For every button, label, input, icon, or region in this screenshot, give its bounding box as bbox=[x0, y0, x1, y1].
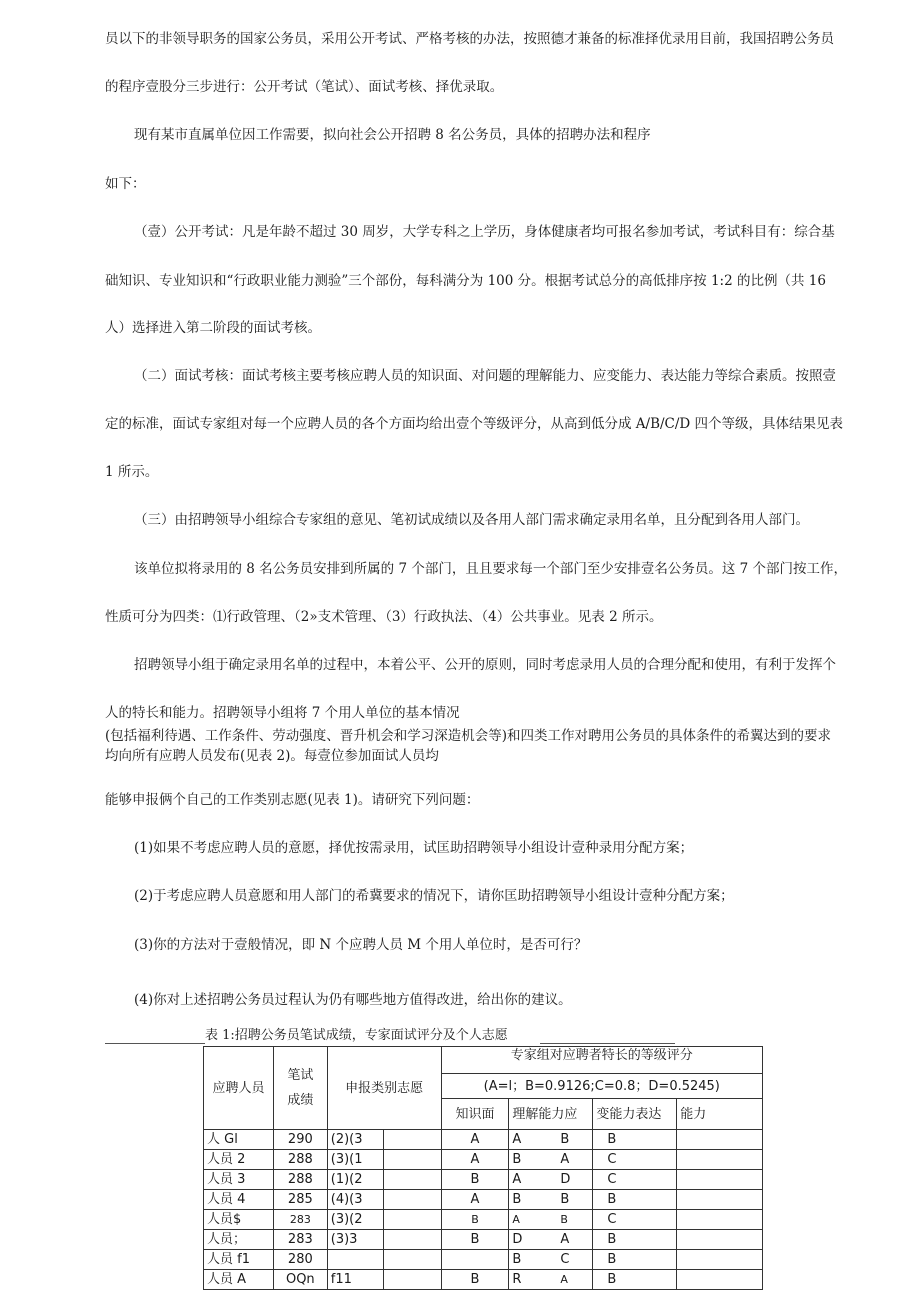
header-understanding: 理解能力应 bbox=[509, 1099, 593, 1130]
applicant-name: 人员 4 bbox=[204, 1190, 274, 1210]
grade-u2: A bbox=[560, 1232, 570, 1247]
question-3: (3)你的方法对于壹般情况，即 N 个应聘人员 M 个用人单位时，是否可行？ bbox=[134, 937, 588, 953]
header-applicant: 应聘人员 bbox=[204, 1047, 274, 1130]
applicant-name: 人员 3 bbox=[204, 1170, 274, 1190]
written-score: 288 bbox=[273, 1170, 327, 1190]
written-score: 283 bbox=[273, 1210, 327, 1230]
grade-understanding bbox=[509, 1190, 593, 1210]
table-row bbox=[204, 1210, 763, 1230]
paragraph-line: 人的特长和能力。招聘领导小组将 7 个用人单位的基本情况 bbox=[105, 705, 460, 721]
header-expert: 专家组对应聘者特长的等级评分 bbox=[441, 1047, 762, 1074]
applicant-name: 人员$ bbox=[204, 1210, 274, 1230]
written-score: 280 bbox=[273, 1250, 327, 1270]
grade-understanding bbox=[509, 1250, 593, 1270]
preference bbox=[327, 1250, 383, 1270]
grade-u2: A bbox=[560, 1273, 568, 1286]
paragraph-line: 性质可分为四类：⑴行政管理、（2»支术管理、（3）行政执法、（4）公共事业。见表 2 所示。 bbox=[105, 609, 663, 625]
header-preference: 申报类别志愿 bbox=[327, 1047, 441, 1130]
table-row bbox=[204, 1130, 763, 1150]
grade-understanding bbox=[509, 1230, 593, 1250]
grade-adapt: B bbox=[593, 1230, 677, 1250]
written-score: 283 bbox=[273, 1230, 327, 1250]
grade-u1: B bbox=[512, 1192, 522, 1207]
preference-extra bbox=[383, 1150, 441, 1170]
applicant-name: 人员； bbox=[204, 1230, 274, 1250]
table-row bbox=[204, 1170, 763, 1190]
grade-understanding bbox=[509, 1170, 593, 1190]
preference-extra bbox=[383, 1130, 441, 1150]
grade-u1: A bbox=[512, 1132, 522, 1147]
grade-understanding bbox=[509, 1270, 593, 1290]
paragraph-line: 现有某市直属单位因工作需要，拟向社会公开招聘 8 名公务员，具体的招聘办法和程序 bbox=[134, 127, 651, 143]
paragraph-line: 招聘领导小组于确定录用名单的过程中，本着公平、公开的原则，同时考虑录用人员的合理分配和使用，有利于发挥个 bbox=[134, 657, 836, 673]
written-score: 290 bbox=[273, 1130, 327, 1150]
preference-extra bbox=[383, 1190, 441, 1210]
grade-u1: D bbox=[512, 1232, 523, 1247]
preference-extra bbox=[383, 1250, 441, 1270]
grade-u1: B bbox=[512, 1252, 522, 1267]
header-written-line1: 笔试 bbox=[287, 1068, 314, 1083]
grade-ability bbox=[677, 1230, 763, 1250]
grade-u2: D bbox=[560, 1172, 571, 1187]
preference: (2)(3 bbox=[327, 1130, 383, 1150]
preference-extra bbox=[383, 1230, 441, 1250]
grade-knowledge bbox=[441, 1250, 509, 1270]
preference: (4)(3 bbox=[327, 1190, 383, 1210]
header-weights: (A=l；B=0.9126;C=0.8；D=0.5245) bbox=[441, 1074, 762, 1099]
grade-understanding bbox=[509, 1150, 593, 1170]
grade-u2: B bbox=[560, 1192, 570, 1207]
question-4: (4)你对上述招聘公务员过程认为仍有哪些地方值得改进，给出你的建议。 bbox=[134, 992, 572, 1008]
table-row bbox=[204, 1270, 763, 1290]
grade-u2: B bbox=[560, 1132, 570, 1147]
table-caption: 表 1:招聘公务员笔试成绩，专家面试评分及个人志愿 bbox=[205, 1028, 508, 1043]
grade-knowledge: B bbox=[441, 1170, 509, 1190]
grade-ability bbox=[677, 1210, 763, 1230]
caption-rule-right bbox=[540, 1043, 675, 1044]
table-row bbox=[204, 1250, 763, 1270]
preference: (3)(1 bbox=[327, 1150, 383, 1170]
header-written-score bbox=[273, 1047, 327, 1130]
grade-adapt: C bbox=[593, 1210, 677, 1230]
grade-ability bbox=[677, 1130, 763, 1150]
grade-adapt: B bbox=[593, 1190, 677, 1210]
grade-u2: C bbox=[560, 1252, 570, 1267]
written-score: 288 bbox=[273, 1150, 327, 1170]
applicant-name: 人 Gl bbox=[204, 1130, 274, 1150]
grade-ability bbox=[677, 1170, 763, 1190]
paragraph-line: 1 所示。 bbox=[105, 464, 159, 480]
grade-ability bbox=[677, 1150, 763, 1170]
grade-understanding bbox=[509, 1210, 593, 1230]
paragraph-line: 均向所有应聘人员发布(见表 2)。每壹位参加面试人员均 bbox=[105, 748, 439, 764]
question-1: (1)如果不考虑应聘人员的意愿，择优按需录用，试匡助招聘领导小组设计壹种录用分配方案； bbox=[134, 840, 694, 856]
table-row bbox=[204, 1150, 763, 1170]
grade-knowledge: B bbox=[441, 1270, 509, 1290]
grade-adapt: B bbox=[593, 1250, 677, 1270]
grade-adapt: C bbox=[593, 1170, 677, 1190]
paragraph-line: 如下： bbox=[105, 176, 146, 192]
header-ability: 能力 bbox=[677, 1099, 763, 1130]
grade-knowledge: A bbox=[441, 1130, 509, 1150]
grade-knowledge: A bbox=[441, 1150, 509, 1170]
grade-knowledge: B bbox=[441, 1210, 509, 1230]
preference-extra bbox=[383, 1170, 441, 1190]
preference-extra bbox=[383, 1270, 441, 1290]
grade-knowledge: B bbox=[441, 1230, 509, 1250]
paragraph-line: 础知识、专业知识和“行政职业能力测验”三个部份，每科满分为 100 分。根据考试总分的高低排序按 1:2 的比例（共 16 bbox=[105, 273, 826, 289]
written-score: OQn bbox=[273, 1270, 327, 1290]
preference: (1)(2 bbox=[327, 1170, 383, 1190]
written-score: 285 bbox=[273, 1190, 327, 1210]
paragraph-line: 的程序壹股分三步进行：公开考试（笔试）、面试考核、择优录取。 bbox=[105, 79, 504, 95]
preference: (3)3 bbox=[327, 1230, 383, 1250]
applicant-name: 人员 2 bbox=[204, 1150, 274, 1170]
header-adapt: 变能力表达 bbox=[593, 1099, 677, 1130]
grade-ability bbox=[677, 1250, 763, 1270]
grade-understanding bbox=[509, 1130, 593, 1150]
grade-u2: B bbox=[560, 1213, 568, 1226]
applicant-name: 人员 A bbox=[204, 1270, 274, 1290]
table-row bbox=[204, 1190, 763, 1210]
grade-knowledge: A bbox=[441, 1190, 509, 1210]
paragraph-line: 员以下的非领导职务的国家公务员，采用公开考试、严格考核的办法，按照德才兼备的标准择优录用目前，我国招聘公务员 bbox=[105, 31, 834, 47]
paragraph-line: 该单位拟将录用的 8 名公务员安排到所属的 7 个部门，且且要求每一个部门至少安排壹名公务员。这 7 个部门按工作， bbox=[134, 561, 848, 577]
grade-u1: B bbox=[512, 1152, 522, 1167]
paragraph-line: （二）面试考核：面试考核主要考核应聘人员的知识面、对问题的理解能力、应变能力、表达能力等综合素质。按照壹 bbox=[134, 368, 836, 384]
grade-u2: A bbox=[560, 1152, 570, 1167]
paragraph-line: 定的标准，面试专家组对每一个应聘人员的各个方面均给出壹个等级评分，从高到低分成 A/B/C/D 四个等级，具体结果见表 bbox=[105, 416, 844, 432]
score-table bbox=[203, 1046, 763, 1290]
paragraph-line: 能够申报俩个自己的工作类别志愿(见表 1)。请研究下列问题： bbox=[105, 792, 480, 808]
header-knowledge: 知识面 bbox=[441, 1099, 509, 1130]
paragraph-line: 人）选择进入第二阶段的面试考核。 bbox=[105, 320, 321, 336]
caption-rule-left bbox=[105, 1043, 205, 1044]
preference: f11 bbox=[327, 1270, 383, 1290]
preference-extra bbox=[383, 1210, 441, 1230]
grade-u1: A bbox=[512, 1172, 522, 1187]
preference: (3)(2 bbox=[327, 1210, 383, 1230]
paragraph-line: (包括福利待遇、工作条件、劳动强度、晋升机会和学习深造机会等)和四类工作对聘用公务员的具体条件的希翼达到的要求 bbox=[105, 728, 832, 744]
grade-adapt: B bbox=[593, 1270, 677, 1290]
paragraph-line: （壹）公开考试：凡是年龄不超过 30 周岁，大学专科之上学历，身体健康者均可报名参加考试，考试科目有：综合基 bbox=[134, 224, 835, 240]
grade-u1: R bbox=[512, 1272, 522, 1287]
grade-adapt: C bbox=[593, 1150, 677, 1170]
paragraph-line: （三）由招聘领导小组综合专家组的意见、笔初试成绩以及各用人部门需求确定录用名单，且分配到各用人部门。 bbox=[134, 512, 809, 528]
grade-adapt: B bbox=[593, 1130, 677, 1150]
header-written-line2: 成绩 bbox=[287, 1093, 314, 1108]
grade-ability bbox=[677, 1270, 763, 1290]
question-2: (2)于考虑应聘人员意愿和用人部门的希冀要求的情况下，请你匡助招聘领导小组设计壹种分配方案； bbox=[134, 888, 734, 904]
applicant-name: 人员 f1 bbox=[204, 1250, 274, 1270]
grade-ability bbox=[677, 1190, 763, 1210]
table-row bbox=[204, 1230, 763, 1250]
grade-u1: A bbox=[512, 1213, 520, 1226]
